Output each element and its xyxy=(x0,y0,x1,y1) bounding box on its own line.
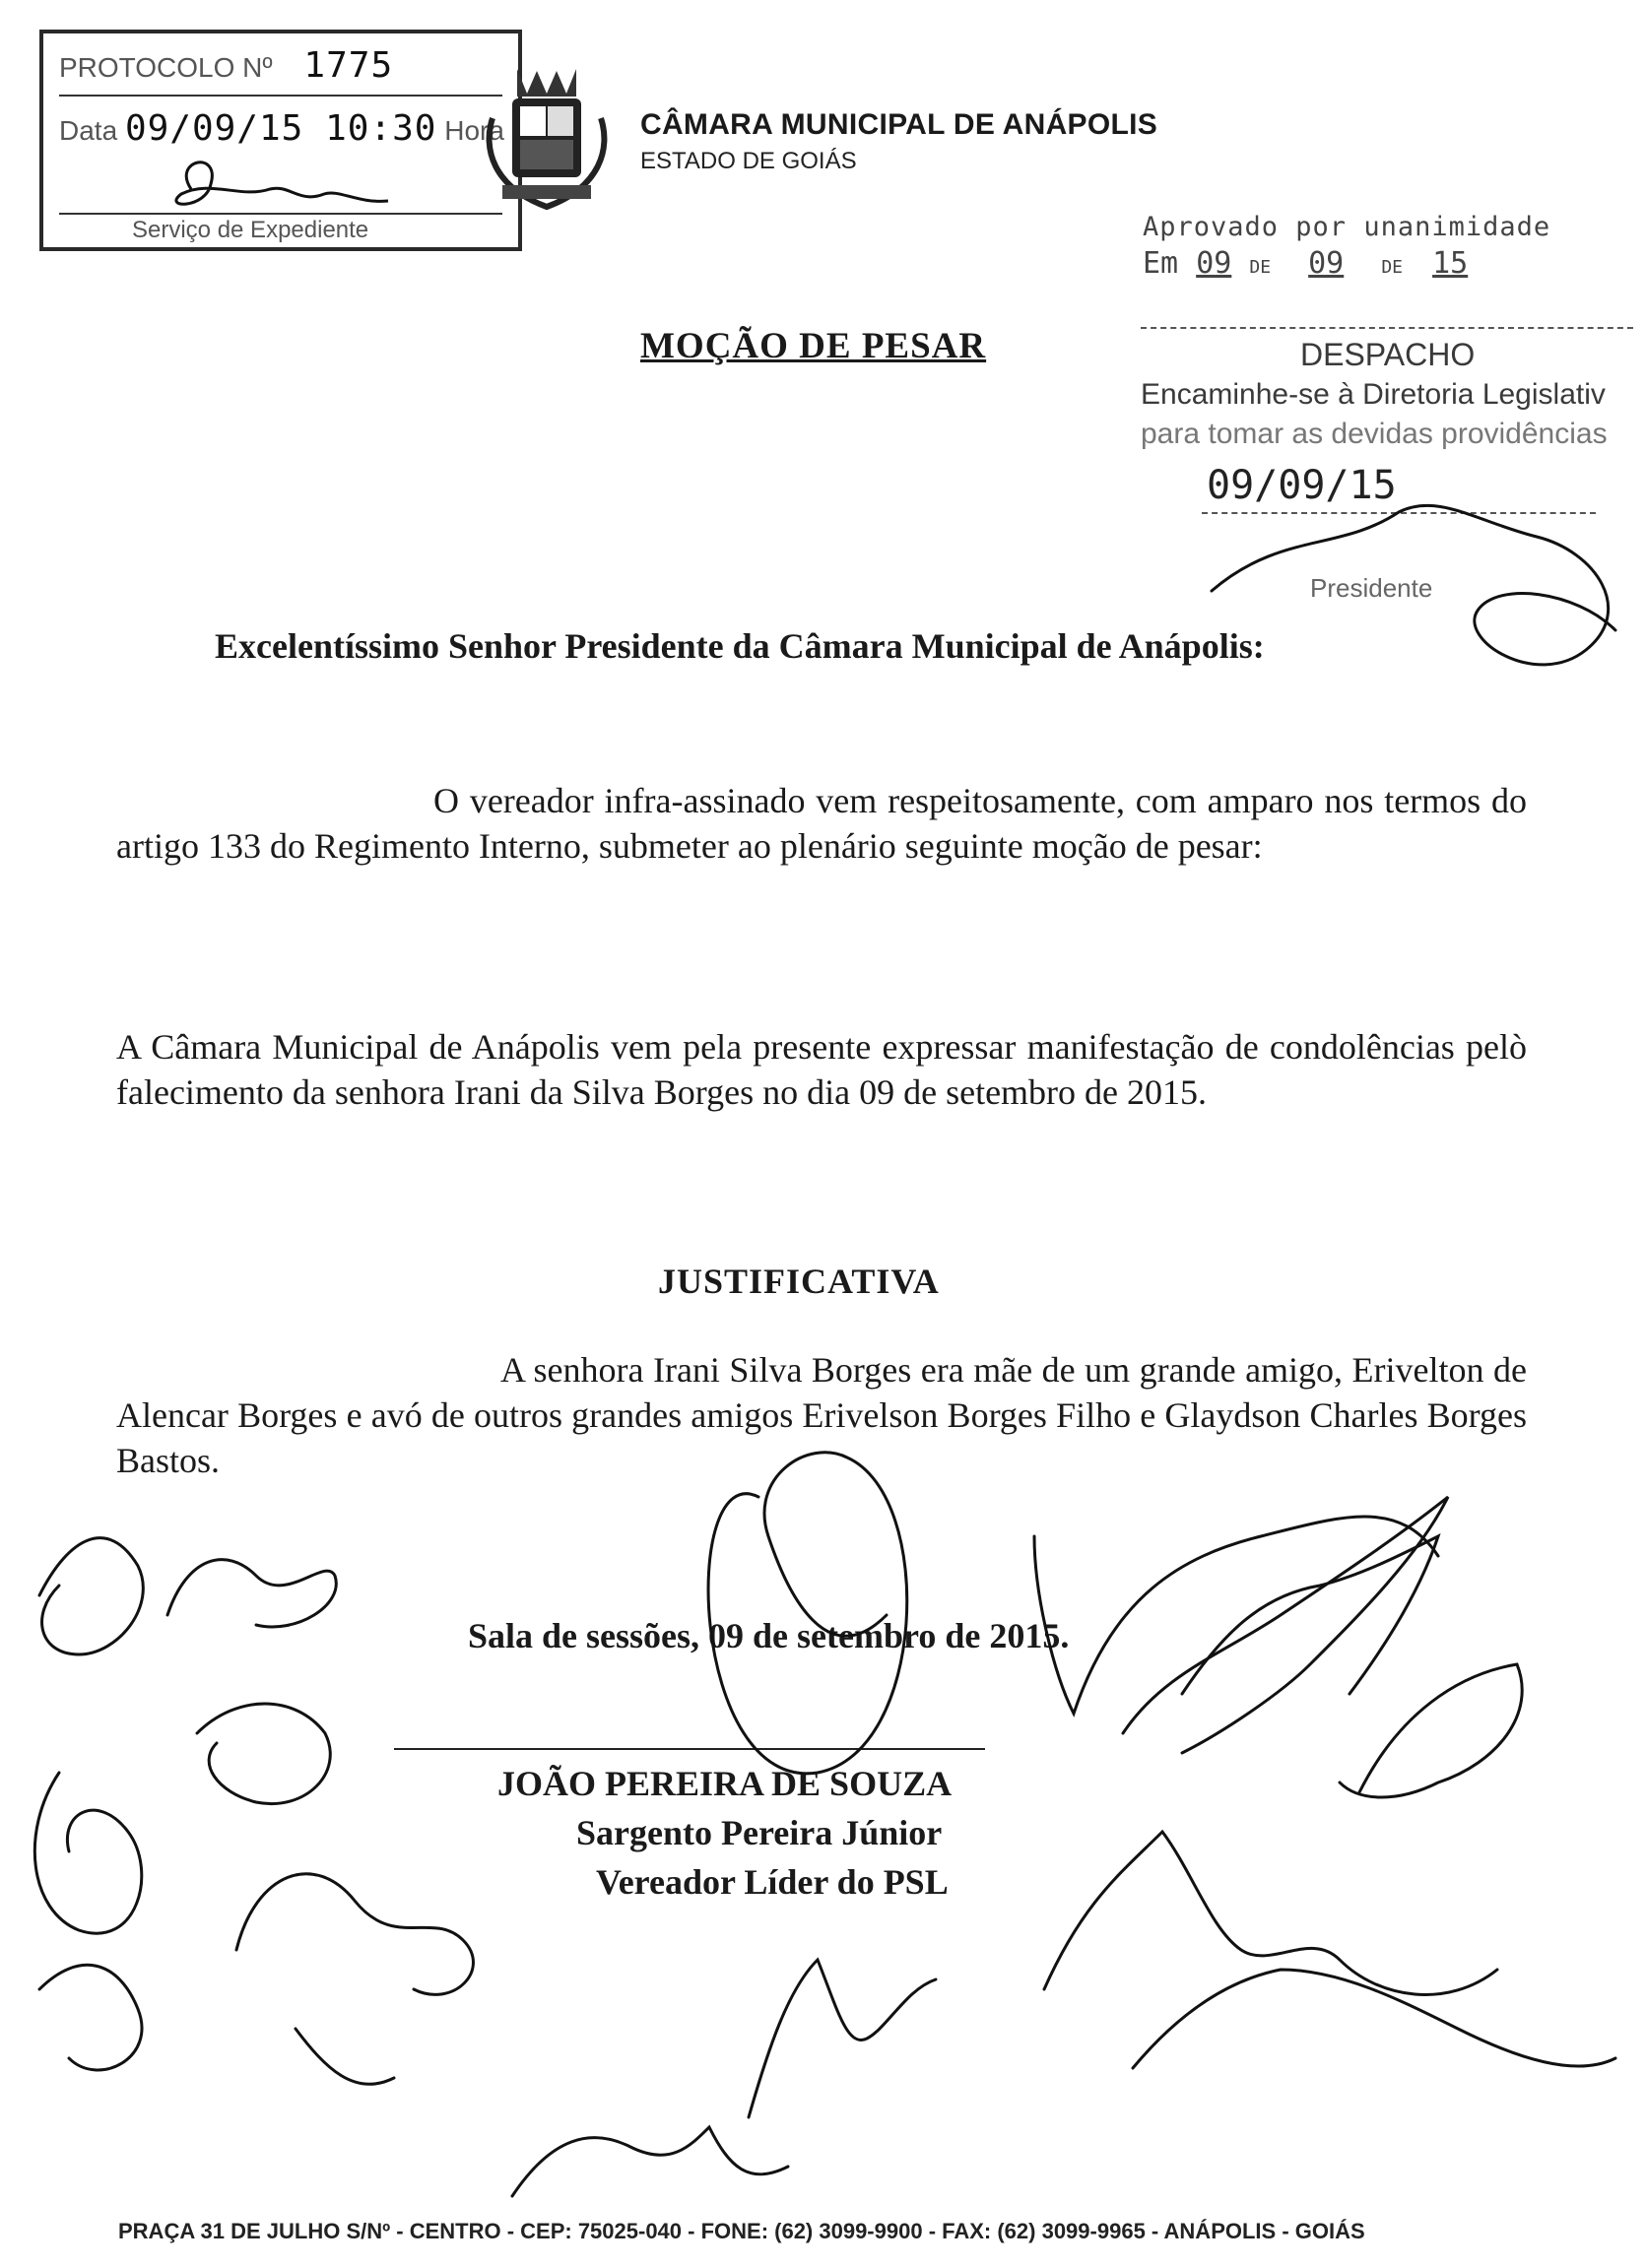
center-signature xyxy=(708,1453,907,1774)
despacho-title: DESPACHO xyxy=(1300,337,1476,372)
footer-address: PRAÇA 31 DE JULHO S/Nº - CENTRO - CEP: 75025-040 - FONE: (62) 3099-9900 - FAX: (62) 3099-9965 - ANÁPOLIS - GOIÁS xyxy=(118,2219,1365,2243)
protocol-number-value: 1775 xyxy=(303,45,394,86)
header-title: CÂMARA MUNICIPAL DE ANÁPOLIS xyxy=(640,108,1158,141)
left-signature-2 xyxy=(167,1560,336,1627)
protocol-date-row xyxy=(59,108,504,149)
protocol-time-value: 10:30 xyxy=(325,108,437,149)
right-signature-5 xyxy=(1133,1970,1615,2068)
approval-date-prefix: Em xyxy=(1143,246,1179,281)
city-crest-icon xyxy=(473,59,621,217)
approval-day: 09 xyxy=(1196,246,1232,281)
document-title: MOÇÃO DE PESAR xyxy=(640,326,987,366)
bottom-signature-1 xyxy=(749,1960,936,2117)
left-signature-6 xyxy=(236,1874,473,1995)
despacho-rule xyxy=(1141,327,1633,329)
left-signature-5 xyxy=(39,1965,142,2070)
justification-heading: JUSTIFICATIVA xyxy=(658,1262,940,1301)
left-signature-1 xyxy=(39,1538,143,1654)
stamp-divider xyxy=(59,95,502,97)
despacho-line1: Encaminhe-se à Diretoria Legislativ xyxy=(1141,378,1606,411)
despacho-signer: Presidente xyxy=(1310,573,1433,603)
justification-paragraph: A senhora Irani Silva Borges era mãe de um grande amigo, Erivelton de Alencar Borges e avó de outros grandes amigos Erivelson Borges Filho e Glaydson Charles Borges Bastos. xyxy=(116,1350,1527,1480)
left-signature-7 xyxy=(296,2029,394,2084)
stamp-divider xyxy=(59,213,502,215)
approval-month: 09 xyxy=(1308,246,1345,281)
approval-text: Aprovado por unanimidade xyxy=(1143,212,1551,242)
signer-name: JOÃO PEREIRA DE SOUZA xyxy=(497,1764,953,1803)
protocol-time-label: Hora xyxy=(444,115,504,146)
right-signature-4 xyxy=(1044,1832,1497,1994)
protocol-number-label: PROTOCOLO Nº xyxy=(59,52,273,83)
protocol-date-label: Data xyxy=(59,115,118,146)
left-signature-3 xyxy=(34,1773,141,1933)
signer-alias: Sargento Pereira Júnior xyxy=(576,1813,943,1852)
approval-stamp xyxy=(1143,212,1635,291)
protocol-stamp xyxy=(39,30,522,251)
bottom-signature-2 xyxy=(512,2127,788,2196)
despacho-date: 09/09/15 xyxy=(1207,463,1397,508)
right-signature-1 xyxy=(1123,1497,1448,1753)
approval-date xyxy=(1143,246,1635,281)
motion-paragraph: A Câmara Municipal de Anápolis vem pela presente expressar manifestação de condolências pelò falecimento da senhora Irani da Silva Borges no dia 09 de setembro de 2015. xyxy=(116,1027,1527,1112)
approval-de1: DE xyxy=(1249,257,1272,278)
intro-paragraph: O vereador infra-assinado vem respeitosamente, com amparo nos termos do artigo 133 do Regimento Interno, submeter ao plenário seguinte moção de pesar: xyxy=(116,781,1527,866)
left-signature-4 xyxy=(197,1704,330,1804)
approval-year: 15 xyxy=(1432,246,1469,281)
protocol-date-value: 09/09/15 xyxy=(124,108,304,149)
approval-de2: DE xyxy=(1381,257,1403,278)
despacho-line2: para tomar as devidas providências xyxy=(1141,418,1608,450)
salutation: Excelentíssimo Senhor Presidente da Câmara Municipal de Anápolis: xyxy=(215,626,1265,666)
despacho-stamp xyxy=(1133,315,1640,611)
right-signature-3 xyxy=(1340,1664,1522,1797)
protocol-department: Serviço de Expediente xyxy=(132,217,369,243)
closing-line: Sala de sessões, 09 de setembro de 2015. xyxy=(468,1616,1070,1655)
despacho-rule xyxy=(1202,512,1596,514)
protocol-number-row xyxy=(59,45,393,86)
center-right-signature xyxy=(1034,1517,1438,1714)
signer-role: Vereador Líder do PSL xyxy=(596,1862,949,1902)
header-subtitle: ESTADO DE GOIÁS xyxy=(640,148,857,174)
signature-line xyxy=(394,1748,985,1750)
right-signature-2 xyxy=(1182,1536,1438,1694)
